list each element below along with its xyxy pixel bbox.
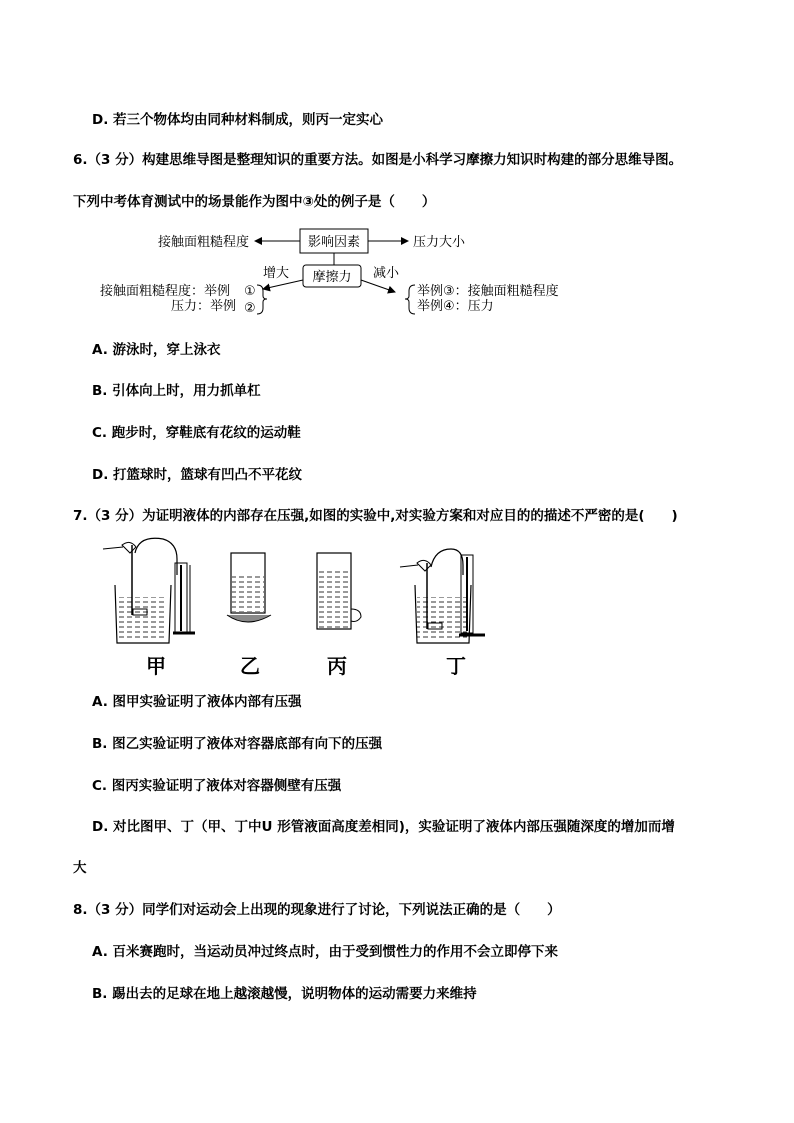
left-row1-num: ① bbox=[244, 284, 256, 299]
left-row1: 接触面粗糙程度：举例 bbox=[100, 284, 231, 299]
left-row2: 压力：举例 bbox=[171, 299, 237, 314]
right-row2: 举例④：压力 bbox=[417, 299, 494, 314]
q7-stem: 7.（3 分）为证明液体的内部存在压强,如图的实验中,对实验方案和对应目的的描述不严密的是( ) bbox=[73, 508, 678, 524]
friction-box-label: 摩擦力 bbox=[312, 270, 352, 285]
q6-option-b: B. 引体向上时，用力抓单杠 bbox=[92, 383, 261, 399]
q6-option-c: C. 跑步时，穿鞋底有花纹的运动鞋 bbox=[92, 425, 301, 441]
figure-bing bbox=[317, 553, 361, 629]
left-row2-num: ② bbox=[244, 301, 256, 316]
q6-stem-line1: 6.（3 分）构建思维导图是整理知识的重要方法。如图是小科学习摩擦力知识时构建的部分思维导图。 bbox=[73, 152, 683, 168]
q8-option-a: A. 百米赛跑时，当运动员冲过终点时，由于受到惯性力的作用不会立即停下来 bbox=[92, 944, 559, 960]
caption-yi: 乙 bbox=[240, 654, 260, 678]
q7-option-a: A. 图甲实验证明了液体内部有压强 bbox=[92, 694, 302, 710]
q7-option-c: C. 图丙实验证明了液体对容器侧壁有压强 bbox=[92, 778, 342, 794]
increase-label: 增大 bbox=[263, 266, 290, 281]
decrease-label: 减小 bbox=[373, 266, 400, 281]
q6-option-a: A. 游泳时，穿上泳衣 bbox=[92, 342, 221, 358]
q5-option-d: D. 若三个物体均由同种材料制成，则丙一定实心 bbox=[92, 112, 384, 128]
experiment-figures bbox=[95, 535, 505, 647]
q7-option-d-continued: 大 bbox=[73, 860, 87, 876]
q6-stem-line2: 下列中考体育测试中的场景能作为图中③处的例子是（ ） bbox=[73, 194, 436, 210]
right-brace bbox=[405, 285, 415, 314]
caption-jia: 甲 bbox=[146, 654, 166, 678]
friction-mind-map bbox=[95, 225, 595, 320]
right-row1: 举例③：接触面粗糙程度 bbox=[417, 284, 559, 299]
q8-option-b: B. 踢出去的足球在地上越滚越慢，说明物体的运动需要力来维持 bbox=[92, 986, 477, 1002]
factor-box-label: 影响因素 bbox=[307, 235, 361, 250]
left-brace bbox=[257, 285, 267, 314]
q8-stem: 8.（3 分）同学们对运动会上出现的现象进行了讨论，下列说法正确的是（ ） bbox=[73, 902, 561, 918]
caption-bing: 丙 bbox=[327, 654, 347, 678]
figure-ding bbox=[400, 549, 485, 643]
caption-ding: 丁 bbox=[446, 654, 466, 678]
q7-option-b: B. 图乙实验证明了液体对容器底部有向下的压强 bbox=[92, 736, 383, 752]
figure-jia bbox=[103, 538, 195, 643]
q6-option-d: D. 打篮球时，篮球有凹凸不平花纹 bbox=[92, 467, 303, 483]
right-factor-label: 压力大小 bbox=[413, 235, 466, 250]
q7-option-d: D. 对比图甲、丁（甲、丁中U 形管液面高度差相同)，实验证明了液体内部压强随深度的增加而增 bbox=[92, 819, 675, 835]
left-factor-label: 接触面粗糙程度 bbox=[157, 235, 249, 250]
figure-yi bbox=[227, 553, 271, 622]
